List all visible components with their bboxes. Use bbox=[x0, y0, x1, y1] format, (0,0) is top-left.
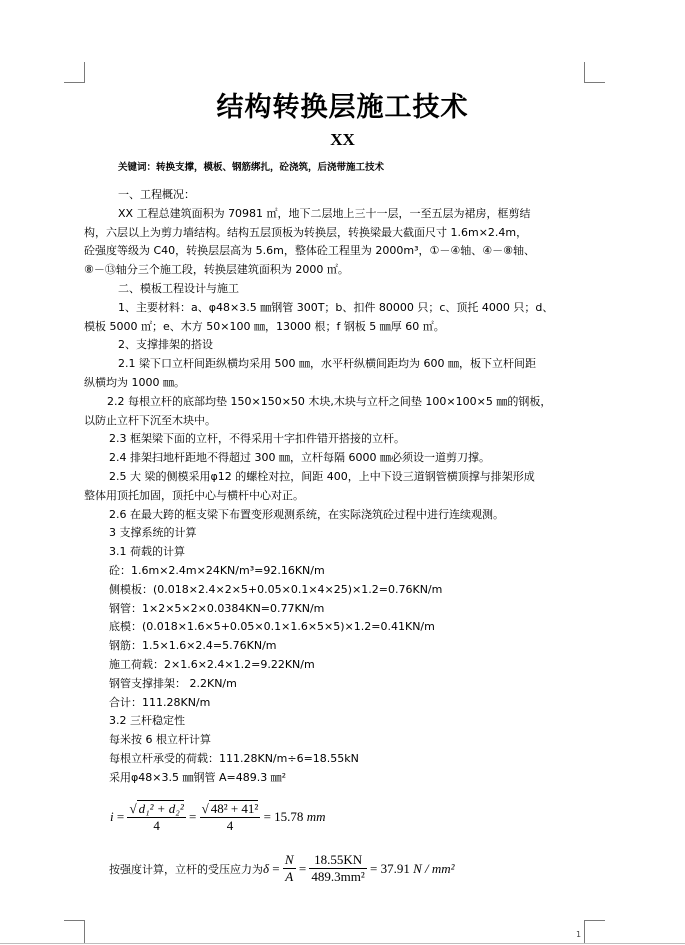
load-line: 钢筋：1.5×1.6×2.4=5.76KN/m bbox=[109, 639, 277, 653]
formula-result: = 37.91 bbox=[370, 860, 410, 876]
formula-unit: N / mm² bbox=[413, 860, 455, 876]
paragraph-line: 每米按 6 根立杆计算 bbox=[109, 733, 211, 747]
crop-mark-top-right bbox=[584, 62, 605, 83]
section-heading: 二、模板工程设计与施工 bbox=[118, 281, 239, 295]
formula-result: = 15.78 bbox=[263, 809, 304, 824]
load-line: 底模：(0.018×1.6×5+0.05×0.1×1.6×5×5)×1.2=0.41KN/m bbox=[109, 620, 435, 634]
section-heading: 3 支撑系统的计算 bbox=[109, 526, 197, 540]
document-author: XX bbox=[330, 130, 355, 149]
paragraph-line: 2.5 大 梁的侧模采用φ12 的螺栓对拉，间距 400，上中下设三道钢管横顶撑与排架形成 bbox=[109, 469, 535, 483]
formula-numerator: N bbox=[284, 852, 294, 867]
paragraph-line: 2.6 在最大跨的框支梁下布置变形观测系统，在实际浇筑砼过程中进行连续观测。 bbox=[109, 507, 504, 521]
load-line: 侧模板：(0.018×2.4×2×5+0.05×0.1×4×25)×1.2=0.76KN/m bbox=[109, 582, 443, 596]
crop-mark-bottom-left bbox=[64, 920, 85, 943]
formula-unit: mm bbox=[306, 809, 326, 824]
total-line: 合计：111.28KN/m bbox=[109, 695, 211, 709]
paragraph-line: 纵横均为 1000 ㎜。 bbox=[84, 375, 185, 389]
paragraph-line: 构，六层以上为剪力墙结构。结构五层顶板为转换层，转换梁最大截面尺寸 1.6m×2.4m， bbox=[84, 225, 528, 239]
load-line: 施工荷载：2×1.6×2.4×1.2=9.22KN/m bbox=[109, 657, 315, 671]
paragraph-line: 整体用顶托加固，顶托中心与横杆中心对正。 bbox=[84, 488, 304, 502]
formula-fraction-symbolic: $\frac{\text{√ d₁² + d₂²}}{4}$ bbox=[129, 801, 184, 833]
paragraph-line: XX 工程总建筑面积为 70981 ㎡，地下二层地上三十一层，一至五层为裙房，框剪结 bbox=[118, 206, 531, 220]
load-line: 砼：1.6m×2.4m×24KN/m³=92.16KN/m bbox=[109, 563, 325, 577]
crop-mark-bottom-right bbox=[584, 920, 605, 943]
page-number: 1 bbox=[576, 930, 582, 939]
radius-of-gyration-formula bbox=[110, 800, 325, 834]
paragraph-line: 采用φ48×3.5 ㎜钢管 A=489.3 ㎜² bbox=[109, 770, 287, 784]
formula-prefix: 按强度计算，立杆的受压应力为 bbox=[109, 862, 263, 876]
page-bottom-edge bbox=[0, 943, 685, 944]
paragraph-line: 以防止立杆下沉至木块中。 bbox=[84, 413, 216, 427]
section-heading: 一、工程概况： bbox=[118, 188, 195, 201]
formula-denominator: A bbox=[285, 869, 294, 884]
load-line: 钢管：1×2×5×2×0.0384KN=0.77KN/m bbox=[109, 601, 325, 615]
formula-fraction-numeric bbox=[309, 852, 366, 885]
crop-mark-top-left bbox=[64, 62, 85, 83]
load-line: 钢管支撑排架： 2.2KN/m bbox=[109, 676, 237, 690]
paragraph-line: 每根立杆承受的荷载：111.28KN/m÷6=18.55kN bbox=[109, 751, 359, 765]
formula-sqrt-numeric: 48² + 41² bbox=[210, 801, 259, 816]
compressive-stress-formula bbox=[109, 852, 455, 885]
formula-fraction-symbolic bbox=[283, 852, 296, 885]
paragraph-line: 砼强度等级为 C40，转换层层高为 5.6m，整体砼工程里为 2000m³，①－④轴、④－⑧轴、 bbox=[84, 244, 535, 258]
paragraph-line: 2.3 框架梁下面的立杆，不得采用十字扣件错开搭接的立杆。 bbox=[109, 432, 405, 446]
paragraph-line: 2.2 每根立杆的底部均垫 150×150×50 木块,木块与立杆之间垫 100×100×5 ㎜的钢板， bbox=[107, 394, 552, 408]
formula-lhs: δ bbox=[263, 860, 270, 876]
formula-equals: = bbox=[116, 809, 125, 824]
subsection-heading: 3.2 三杆稳定性 bbox=[109, 714, 185, 728]
formula-fraction-numeric: $\frac{\text{√ 48² + 41²}}{4}$ bbox=[201, 801, 259, 833]
formula-equals: = bbox=[272, 860, 280, 876]
paragraph-line: 2.1 梁下口立杆间距纵横均采用 500 ㎜，水平杆纵横间距均为 600 ㎜，板下立杆间距 bbox=[118, 357, 536, 371]
subsection-heading: 2、支撑排架的搭设 bbox=[118, 338, 213, 352]
paragraph-line: 2.4 排架扫地杆距地不得超过 300 ㎜，立杆每隔 6000 ㎜必须设一道剪刀撑。 bbox=[109, 451, 490, 465]
keywords-line: 关键词：转换支撑，模板、钢筋绑扎，砼浇筑，后浇带施工技术 bbox=[118, 162, 385, 173]
formula-denominator: 489.3mm² bbox=[311, 869, 365, 884]
paragraph-line: 模板 5000 ㎡；e、木方 50×100 ㎜，13000 根；f 钢板 5 ㎜厚 60 ㎡。 bbox=[84, 319, 445, 333]
formula-numerator: 18.55KN bbox=[309, 852, 366, 869]
formula-equals: = bbox=[188, 809, 197, 824]
formula-denominator: 4 bbox=[226, 818, 234, 833]
document-body bbox=[84, 186, 612, 788]
formula-sqrt-symbolic: d₁² + d₂² bbox=[138, 801, 184, 816]
formula-denominator: 4 bbox=[153, 818, 160, 833]
formula-equals: = bbox=[298, 860, 307, 876]
formula-lhs: i bbox=[110, 809, 114, 824]
paragraph-line: 1、主要材料：a、φ48×3.5 ㎜钢管 300T；b、扣件 80000 只；c、顶托 4000 只；d、 bbox=[118, 300, 554, 314]
subsection-heading: 3.1 荷载的计算 bbox=[109, 545, 185, 559]
paragraph-line: ⑧－⑬轴分三个施工段，转换层建筑面积为 2000 ㎡。 bbox=[84, 263, 349, 277]
document-title: 结构转换层施工技术 bbox=[216, 92, 469, 123]
